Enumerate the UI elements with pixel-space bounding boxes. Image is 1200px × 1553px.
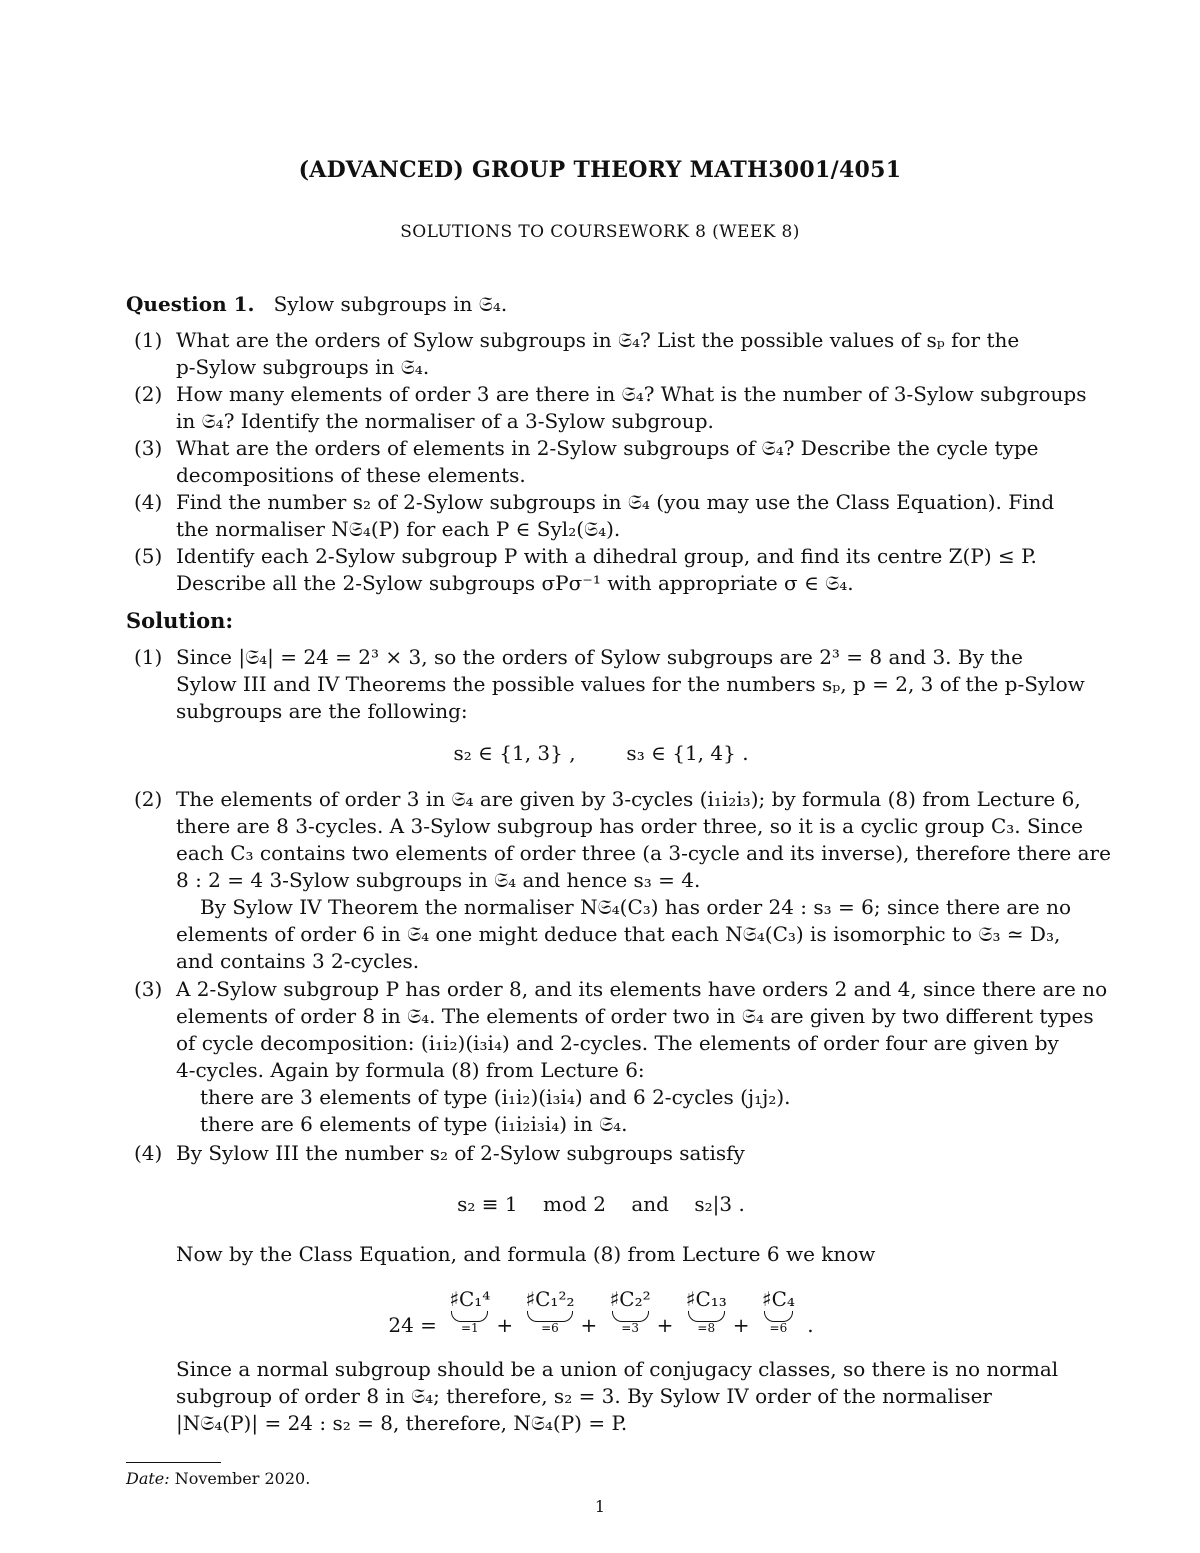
- item-line: Identify each 2-Sylow subgroup P with a dihedral group, and find its centre Z(P) ≤ P.: [176, 544, 1037, 568]
- footnote-rule: [126, 1462, 221, 1463]
- class-equation-lhs: 24 =: [388, 1313, 437, 1337]
- item-line: p-Sylow subgroups in 𝔖₄.: [176, 355, 430, 379]
- item-line: there are 3 elements of type (i₁i₂)(i₃i₄) and 6 2-cycles (j₁j₂).: [200, 1085, 791, 1109]
- item-line: there are 8 3-cycles. A 3-Sylow subgroup has order three, so it is a cyclic group C₃. Since: [176, 814, 1084, 838]
- item-line: the normaliser N𝔖₄(P) for each P ∈ Syl₂(𝔖₄).: [176, 517, 621, 541]
- footnote: [126, 1469, 310, 1488]
- plus-sign: +: [732, 1313, 750, 1337]
- item-line: Since a normal subgroup should be a union of conjugacy classes, so there is no normal: [176, 1357, 1059, 1381]
- item-line: and contains 3 2-cycles.: [176, 949, 420, 973]
- footnote-label: Date:: [126, 1469, 170, 1488]
- item-number: (2): [134, 382, 163, 406]
- item-number: (5): [134, 544, 163, 568]
- solution-item-1: [126, 644, 1085, 725]
- item-line: |N𝔖₄(P)| = 24 : s₂ = 8, therefore, N𝔖₄(P) = P.: [176, 1411, 628, 1435]
- item-line: in 𝔖₄? Identify the normaliser of a 3-Sylow subgroup.: [176, 409, 714, 433]
- question-item: [126, 381, 1087, 435]
- item-line: 8 : 2 = 4 3-Sylow subgroups in 𝔖₄ and hence s₃ = 4.: [176, 868, 701, 892]
- plus-sign: +: [496, 1313, 514, 1337]
- plus-sign: +: [580, 1313, 598, 1337]
- document-title: (ADVANCED) GROUP THEORY MATH3001/4051: [298, 157, 902, 183]
- class-term: ♯C₁₃ =8: [685, 1287, 727, 1335]
- item-line: By Sylow III the number s₂ of 2-Sylow subgroups satisfy: [176, 1141, 745, 1165]
- item-line: Since |𝔖₄| = 24 = 2³ × 3, so the orders of Sylow subgroups are 2³ = 8 and 3. By the: [176, 645, 1024, 669]
- item-line: elements of order 8 in 𝔖₄. The elements of order two in 𝔖₄ are given by two different types: [176, 1004, 1094, 1028]
- item-line: subgroup of order 8 in 𝔖₄; therefore, s₂ = 3. By Sylow IV order of the normaliser: [176, 1384, 992, 1408]
- item-number: (3): [134, 436, 163, 460]
- equation-end: .: [807, 1313, 814, 1337]
- footnote-text: November 2020.: [169, 1469, 311, 1488]
- question-item: [126, 543, 1076, 597]
- item-number: (4): [134, 1141, 163, 1165]
- solution-heading: Solution:: [126, 608, 234, 633]
- document-subtitle: SOLUTIONS TO COURSEWORK 8 (WEEK 8): [400, 222, 800, 242]
- item-line: subgroups are the following:: [176, 699, 468, 723]
- item-line: How many elements of order 3 are there in 𝔖₄? What is the number of 3-Sylow subgroups: [176, 382, 1087, 406]
- question-label: Question 1.: [126, 292, 255, 316]
- question-item: [126, 435, 1076, 489]
- item-number: (2): [134, 787, 163, 811]
- item-line: By Sylow IV Theorem the normaliser N𝔖₄(C₃) has order 24 : s₃ = 6; since there are no: [200, 895, 1072, 919]
- question-item: [126, 489, 1076, 543]
- plus-sign: +: [656, 1313, 674, 1337]
- item-line: What are the orders of elements in 2-Sylow subgroups of 𝔖₄? Describe the cycle type: [176, 436, 1039, 460]
- question-item: [126, 327, 1076, 381]
- class-equation: [126, 1287, 1076, 1337]
- question-heading: [126, 292, 1076, 316]
- item-number: (1): [134, 328, 163, 352]
- class-term: ♯C₁⁴ =1: [449, 1287, 491, 1335]
- item-line: Sylow III and IV Theorems the possible values for the numbers sₚ, p = 2, 3 of the p-Sylow: [176, 672, 1085, 696]
- item-line: What are the orders of Sylow subgroups in 𝔖₄? List the possible values of sₚ for the: [176, 328, 1020, 352]
- item-number: (4): [134, 490, 163, 514]
- class-term: ♯C₂² =3: [609, 1287, 651, 1335]
- item-line: elements of order 6 in 𝔖₄ one might deduce that each N𝔖₄(C₃) is isomorphic to 𝔖₃ ≃ D₃,: [176, 922, 1061, 946]
- item-number: (3): [134, 977, 163, 1001]
- question-list: [126, 327, 1087, 597]
- solution-item-2: [126, 786, 1111, 975]
- solution-item-4: [126, 1140, 1076, 1167]
- item-line: Find the number s₂ of 2-Sylow subgroups in 𝔖₄ (you may use the Class Equation). Find: [176, 490, 1055, 514]
- item-line: of cycle decomposition: (i₁i₂)(i₃i₄) and 2-cycles. The elements of order four are given by: [176, 1031, 1059, 1055]
- item-line: Describe all the 2-Sylow subgroups σPσ⁻¹ with appropriate σ ∈ 𝔖₄.: [176, 571, 854, 595]
- sylow-congruence-equation: s₂ ≡ 1 mod 2 and s₂|3 .: [457, 1192, 745, 1216]
- item-line: A 2-Sylow subgroup P has order 8, and its elements have orders 2 and 4, since there are no: [176, 977, 1108, 1001]
- sylow-values-equation: s₂ ∈ {1, 3} , s₃ ∈ {1, 4} .: [453, 741, 749, 765]
- item-line: 4-cycles. Again by formula (8) from Lecture 6:: [176, 1058, 645, 1082]
- question-heading-text: Sylow subgroups in 𝔖₄.: [273, 292, 508, 316]
- item-number: (1): [134, 645, 163, 669]
- item-line: The elements of order 3 in 𝔖₄ are given by 3-cycles (i₁i₂i₃); by formula (8) from Lecture 6,: [176, 787, 1081, 811]
- class-term: ♯C₁²₂ =6: [525, 1287, 575, 1335]
- item-line: each C₃ contains two elements of order three (a 3-cycle and its inverse), therefore there are: [176, 841, 1111, 865]
- class-term: ♯C₄ =6: [761, 1287, 795, 1335]
- solution-item-4-conclusion: [126, 1356, 1076, 1437]
- solution-item-3: [126, 976, 1108, 1138]
- item-line: there are 6 elements of type (i₁i₂i₃i₄) in 𝔖₄.: [200, 1112, 628, 1136]
- item-line: decompositions of these elements.: [176, 463, 526, 487]
- page-number: 1: [594, 1497, 606, 1516]
- class-equation-intro: Now by the Class Equation, and formula (8) from Lecture 6 we know: [176, 1242, 876, 1266]
